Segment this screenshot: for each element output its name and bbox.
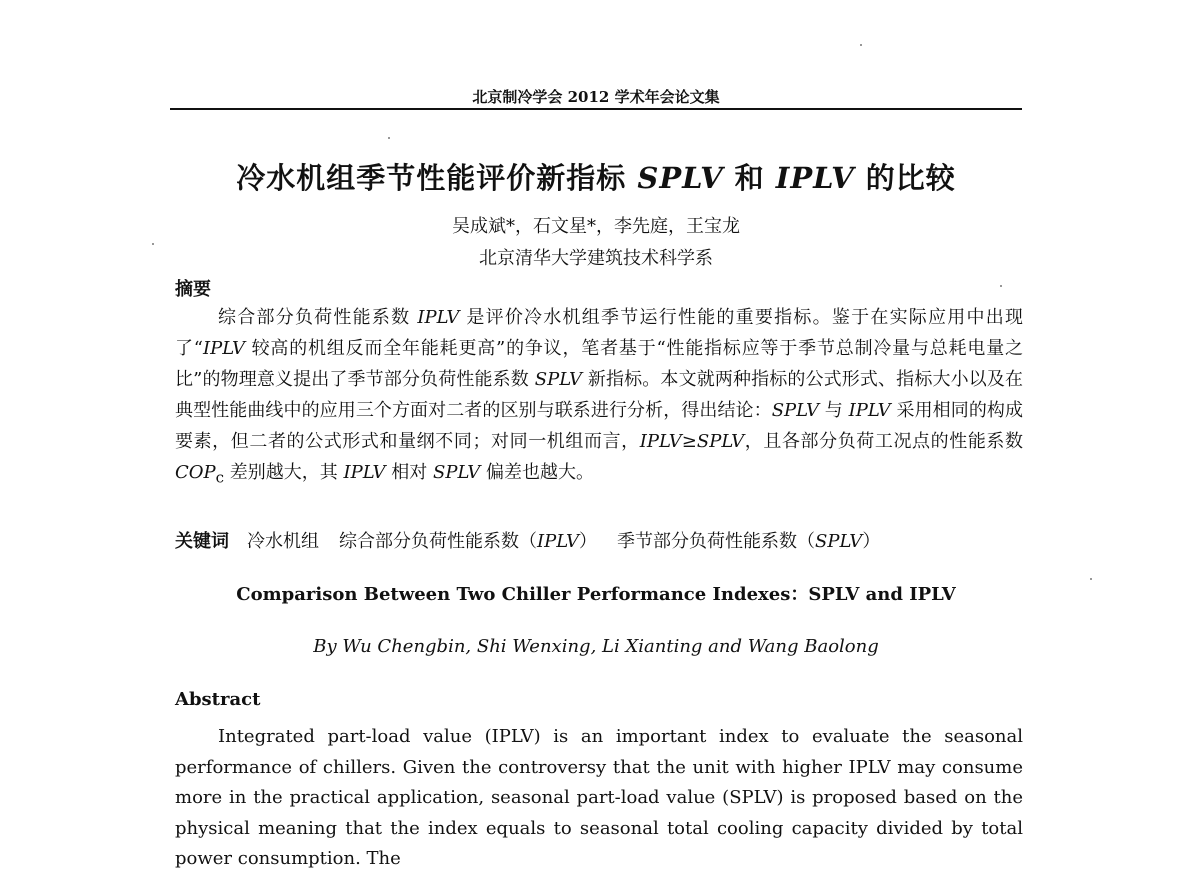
term: IPLV (848, 400, 891, 421)
title-iplv: IPLV (775, 161, 855, 195)
term: IPLV (343, 462, 386, 483)
english-title: Comparison Between Two Chiller Performance Indexes：SPLV and IPLV (236, 584, 956, 605)
text-seg: 采用相同的构成要素，但二者的公式形式和量纲不同；对同一机组而言， (175, 400, 1023, 452)
title-splv: SPLV (637, 161, 724, 195)
cn-abstract-body (175, 302, 1023, 494)
keyword (339, 531, 597, 552)
english-authors: By Wu Chengbin, Shi Wenxing, Li Xianting and Wang Baolong (313, 636, 879, 657)
keyword-part: 综合部分负荷性能系数（ (339, 531, 537, 552)
keyword-part: ） (579, 531, 598, 552)
running-head: 北京制冷学会 2012 学术年会论文集 (472, 88, 720, 106)
paper-title (170, 156, 1022, 197)
title-part: 冷水机组季节性能评价新指标 (236, 161, 638, 195)
term: IPLV (203, 338, 246, 359)
text-seg: 新指标。本文就两种指标的公式形式、指标大小以及在典型性能曲线中的应用三个方面对二者的区别与联系进行分析，得出结论： (175, 369, 1023, 421)
keyword (617, 531, 880, 552)
text-seg: 偏差也越大。 (480, 462, 594, 483)
keyword-part: ） (862, 531, 881, 552)
text-seg: ，且各部分负荷工况点的性能系数 (744, 431, 1024, 452)
scan-speck (1090, 578, 1092, 580)
text-seg: 综合部分负荷性能系数 (218, 307, 418, 328)
text-seg: 较高的机组反而全年能耗更高”的争议，笔者基于“性能指标应等于季节总制冷量与总耗电量之比”的物理意义提出了季节部分负荷性能系数 (175, 338, 1024, 390)
scan-speck (388, 137, 390, 139)
text-seg: 是评价冷水机组季节运行性能的重要指标。鉴于在实际应用中出现了“ (175, 307, 1023, 359)
inequality: IPLV≥SPLV (639, 431, 745, 452)
term: SPLV (534, 369, 583, 390)
term: SPLV (771, 400, 819, 421)
text-seg: 相对 (385, 462, 433, 483)
keyword-abbr: IPLV (537, 531, 580, 552)
term: SPLV (433, 462, 481, 483)
english-abstract-body: Integrated part-load value (IPLV) is an important index to evaluate the seasonal performance of chillers. Given the controversy that the unit with higher IPLV may consume more in the practical application, seasonal part-load value (SPLV) is proposed based on the physical meaning that the index equals to seasonal total cooling capacity divided by total power consumption. The (175, 726, 1023, 869)
cn-abstract-heading: 摘要 (175, 279, 211, 300)
keyword-part: 季节部分负荷性能系数（ (617, 531, 816, 552)
scan-speck (152, 243, 154, 245)
keyword: 冷水机组 (247, 531, 319, 552)
english-abstract-heading: Abstract (175, 689, 261, 710)
title-part: 的比较 (854, 161, 956, 195)
scan-speck (860, 44, 862, 46)
keyword-abbr: SPLV (815, 531, 863, 552)
keywords (175, 527, 1023, 553)
keywords-label: 关键词 (175, 531, 229, 552)
text-seg: 差别越大，其 (224, 462, 344, 483)
term: IPLV (417, 307, 460, 328)
header-rule (170, 108, 1022, 110)
term: COP (175, 462, 216, 483)
affiliation: 北京清华大学建筑技术科学系 (479, 248, 713, 269)
title-part: 和 (723, 161, 776, 195)
scan-speck (1000, 285, 1002, 287)
text-seg: 与 (818, 400, 849, 421)
author-list: 吴成斌*，石文星*，李先庭，王宝龙 (452, 216, 740, 237)
subscript: c (215, 468, 225, 487)
